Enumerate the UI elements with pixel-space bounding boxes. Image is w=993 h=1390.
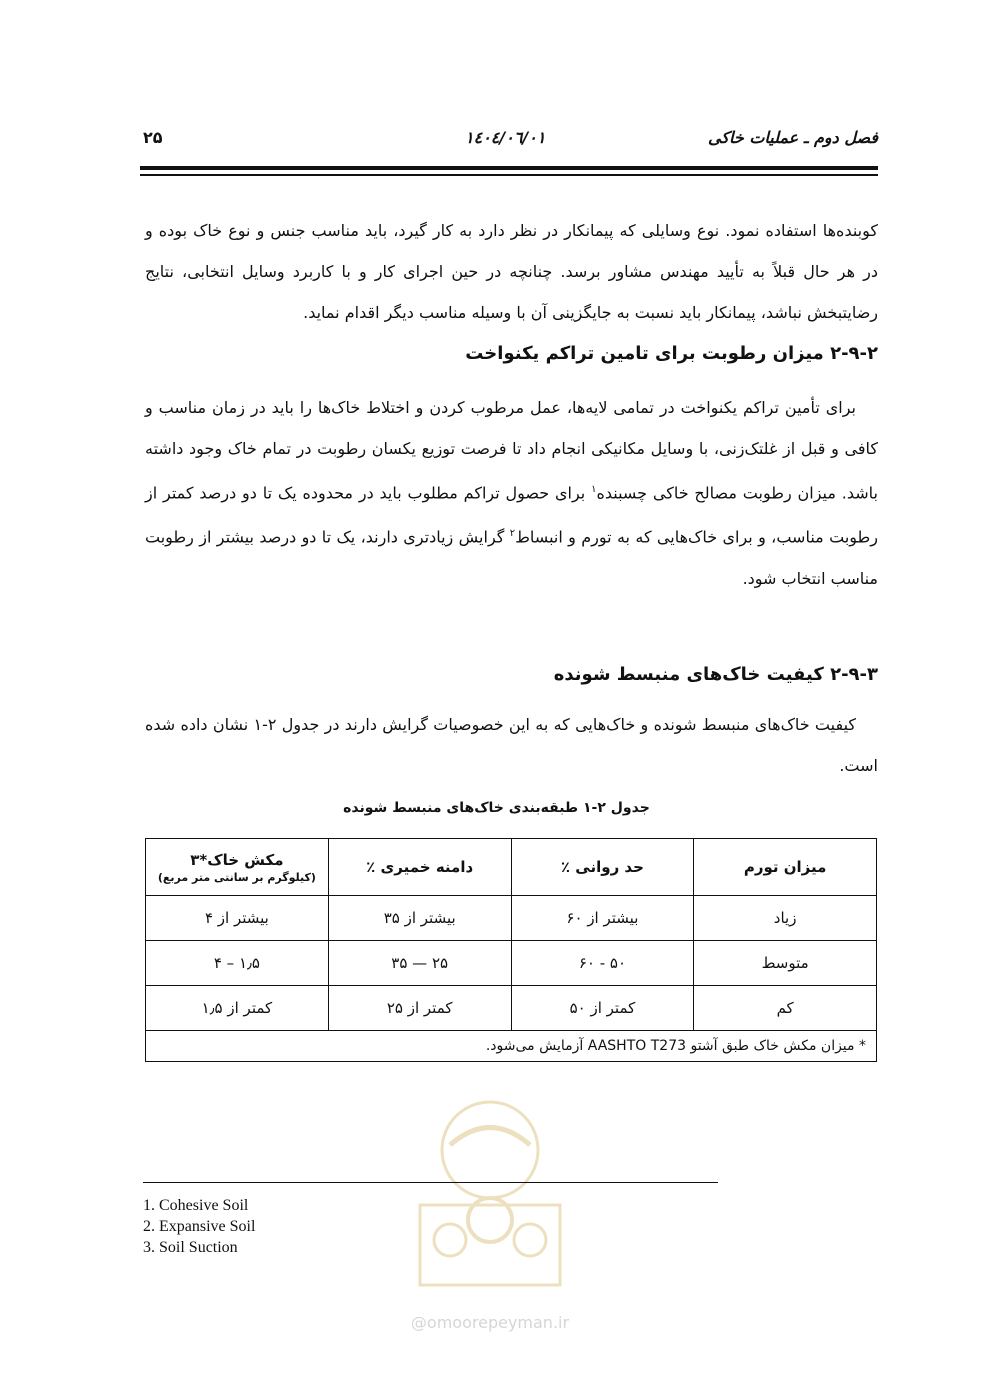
cell-suction: ۱٫۵ – ۴ — [146, 941, 329, 986]
watermark-logo — [380, 1090, 600, 1340]
table-row — [146, 941, 877, 986]
header-rule-thick — [140, 166, 878, 170]
cell-swelling: زیاد — [694, 896, 877, 941]
paragraph-part-b: برای حصول تراکم مطلوب باید در محدوده یک تا دو درصد کمتر از رطوبت مناسب، و برای خاک‌هایی که به تورم و انبساط — [145, 483, 878, 547]
cell-liquid-limit: بیشتر از ۶۰ — [511, 896, 694, 941]
footnote-item: 1. Cohesive Soil — [143, 1197, 249, 1214]
table-header-row — [146, 839, 877, 896]
cell-plasticity: کمتر از ۲۵ — [328, 986, 511, 1031]
header-rule-thin — [140, 174, 878, 176]
section-2-9-2-paragraph — [145, 387, 878, 599]
paragraph-part-c: گرایش زیادتری دارند، یک تا دو درصد بیشتر از رطوبت مناسب انتخاب شود. — [145, 527, 878, 588]
cell-plasticity: ۲۵ — ۳۵ — [328, 941, 511, 986]
cell-liquid-limit: ۵۰ - ۶۰ — [511, 941, 694, 986]
paragraph-part-a: برای تأمین تراکم یکنواخت در تمامی لایه‌ها، عمل مرطوب کردن و اختلاط خاک‌ها را باید در زمان مناسب و کافی و قبل از غلتک‌زنی، با وسایل مکانیکی انجام داد تا فرصت توزیع یکسان رطوبت در تمام خاک وجود داشته باشد. میزان رطوبت مصالح خاکی چسبنده — [145, 398, 878, 503]
cell-swelling: کم — [694, 986, 877, 1031]
footnote-item: 2. Expansive Soil — [143, 1218, 256, 1235]
table-row — [146, 986, 877, 1031]
section-2-9-3-heading: ۲-۹-۳ کیفیت خاک‌های منبسط شونده — [553, 664, 878, 685]
header-suction-unit: (کیلوگرم بر سانتی متر مربع) — [157, 870, 316, 884]
section-2-9-2-heading: ۲-۹-۲ میزان رطوبت برای تامین تراکم یکنواخت — [465, 343, 878, 364]
footnotes — [143, 1195, 255, 1258]
intro-paragraph: کوبنده‌ها استفاده نمود. نوع وسایلی که پیمانکار در نظر دارد به کار گیرد، باید مناسب جنس و نوع خاک بوده و در هر حال قبلاً به تأیید مهندس مشاور برسد. چنانچه در حین اجرای کار و با کاربرد وسایل انتخابی، نتایج رضایتبخش نباشد، پیمانکار باید نسبت به جایگزینی آن با وسیله مناسب دیگر اقدام نماید. — [145, 221, 878, 322]
header-suction — [146, 839, 329, 896]
page-number: ۲۵ — [143, 128, 163, 147]
header-suction-label: مکش خاک*۳ — [190, 850, 284, 869]
footnote-ref-2: ۲ — [509, 528, 516, 540]
cell-swelling: متوسط — [694, 941, 877, 986]
footnote-item: 3. Soil Suction — [143, 1239, 238, 1256]
page-header — [143, 128, 878, 158]
table-note-row — [146, 1031, 877, 1062]
cell-suction: کمتر از ۱٫۵ — [146, 986, 329, 1031]
footnote-ref-1: ۱ — [591, 484, 597, 495]
cell-liquid-limit: کمتر از ۵۰ — [511, 986, 694, 1031]
header-date: ۱٤۰٤/۰٦/۰۱ — [465, 128, 546, 147]
header-swelling: میزان تورم — [694, 839, 877, 896]
cell-plasticity: بیشتر از ۳۵ — [328, 896, 511, 941]
cell-suction: بیشتر از ۴ — [146, 896, 329, 941]
table-row — [146, 896, 877, 941]
footnote-rule — [143, 1182, 718, 1183]
table-title: جدول ۲-۱ طبقه‌بندی خاک‌های منبسط شونده — [343, 800, 650, 816]
table-note: * میزان مکش خاک طبق آشتو AASHTO T273 آزمایش می‌شود. — [146, 1031, 877, 1062]
chapter-title: فصل دوم ـ عملیات خاکی — [708, 128, 878, 147]
watermark-text: @omoorepeyman.ir — [410, 1313, 570, 1332]
header-liquid-limit: حد روانی ٪ — [511, 839, 694, 896]
header-plasticity: دامنه خمیری ٪ — [328, 839, 511, 896]
section-2-9-3-paragraph: کیفیت خاک‌های منبسط شونده و خاک‌هایی که به این خصوصیات گرایش دارند در جدول ۲-۱ نشان داده شده است. — [145, 715, 878, 775]
soil-classification-table — [145, 838, 877, 1062]
